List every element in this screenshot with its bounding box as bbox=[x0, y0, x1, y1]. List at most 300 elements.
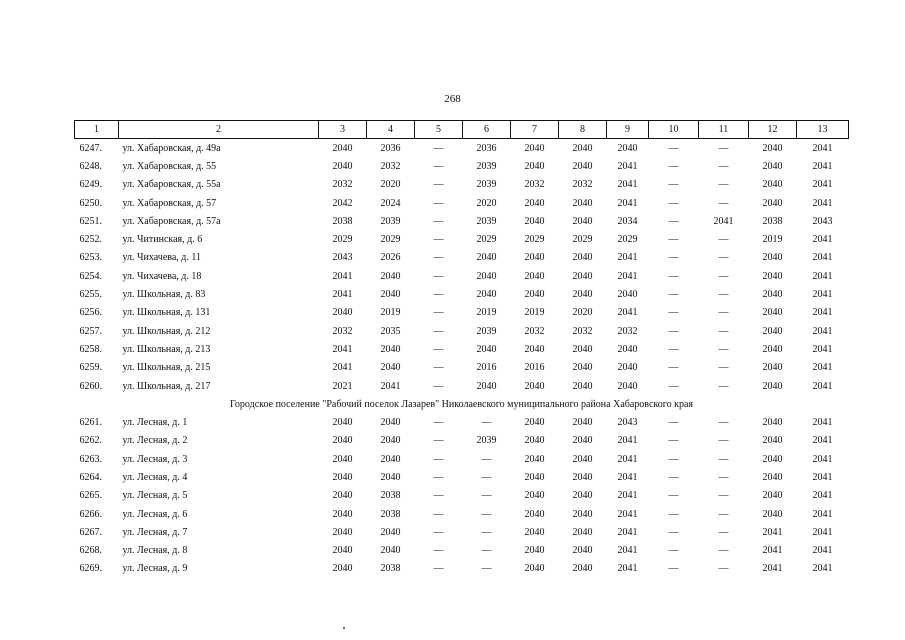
year-cell: 2040 bbox=[572, 471, 593, 483]
year-cell: 2039 bbox=[380, 215, 401, 227]
year-cell: 2021 bbox=[332, 380, 353, 392]
row-number-cell: 6255. bbox=[79, 289, 102, 301]
year-cell: 2039 bbox=[476, 325, 497, 337]
year-cell: 2039 bbox=[476, 160, 497, 172]
year-cell: 2040 bbox=[762, 179, 783, 191]
year-cell: 2040 bbox=[762, 252, 783, 264]
column-header: 3 bbox=[319, 121, 367, 139]
year-cell: 2040 bbox=[762, 471, 783, 483]
table-body-bottom bbox=[75, 413, 849, 578]
row-number-cell: 6258. bbox=[79, 343, 102, 355]
column-header: 11 bbox=[699, 121, 749, 139]
year-cell: 2040 bbox=[572, 362, 593, 374]
address-cell: ул. Школьная, д. 212 bbox=[122, 325, 211, 337]
year-cell: — bbox=[718, 380, 729, 392]
year-cell: 2036 bbox=[380, 142, 401, 154]
year-cell: 2038 bbox=[380, 563, 401, 575]
year-cell: 2040 bbox=[380, 435, 401, 447]
year-cell: 2040 bbox=[524, 197, 545, 209]
year-cell: 2032 bbox=[617, 325, 638, 337]
table-row bbox=[75, 304, 849, 322]
year-cell: — bbox=[668, 563, 679, 575]
column-header: 2 bbox=[119, 121, 319, 139]
year-cell: 2016 bbox=[524, 362, 545, 374]
year-cell: — bbox=[481, 508, 492, 520]
column-header: 12 bbox=[749, 121, 797, 139]
year-cell: — bbox=[668, 526, 679, 538]
year-cell: 2038 bbox=[332, 215, 353, 227]
address-cell: ул. Лесная, д. 3 bbox=[122, 453, 188, 465]
year-cell: 2040 bbox=[572, 508, 593, 520]
table-row bbox=[75, 450, 849, 468]
address-cell: ул. Хабаровская, д. 57 bbox=[122, 197, 217, 209]
year-cell: 2040 bbox=[524, 380, 545, 392]
row-number-cell: 6269. bbox=[79, 563, 102, 575]
row-number-cell: 6265. bbox=[79, 490, 102, 502]
row-number-cell: 6261. bbox=[79, 417, 102, 429]
year-cell: 2040 bbox=[380, 343, 401, 355]
year-cell: 2040 bbox=[617, 142, 638, 154]
year-cell: — bbox=[433, 270, 444, 282]
address-cell: ул. Хабаровская, д. 55а bbox=[122, 179, 221, 191]
row-number-cell: 6247. bbox=[79, 142, 102, 154]
year-cell: 2041 bbox=[812, 380, 833, 392]
year-cell: 2041 bbox=[332, 270, 353, 282]
column-header: 4 bbox=[367, 121, 415, 139]
year-cell: — bbox=[718, 435, 729, 447]
table-row bbox=[75, 285, 849, 303]
year-cell: 2040 bbox=[617, 362, 638, 374]
year-cell: 2040 bbox=[572, 545, 593, 557]
year-cell: 2041 bbox=[332, 362, 353, 374]
year-cell: — bbox=[433, 490, 444, 502]
year-cell: 2039 bbox=[476, 215, 497, 227]
year-cell: 2040 bbox=[476, 343, 497, 355]
table-row bbox=[75, 267, 849, 285]
year-cell: 2038 bbox=[380, 490, 401, 502]
section-body bbox=[75, 395, 849, 413]
year-cell: 2040 bbox=[762, 160, 783, 172]
year-cell: 2041 bbox=[812, 270, 833, 282]
year-cell: 2041 bbox=[713, 215, 734, 227]
year-cell: — bbox=[668, 545, 679, 557]
year-cell: — bbox=[668, 215, 679, 227]
year-cell: — bbox=[433, 435, 444, 447]
year-cell: 2041 bbox=[617, 160, 638, 172]
address-cell: ул. Читинская, д. 6 bbox=[122, 234, 203, 246]
year-cell: 2040 bbox=[332, 545, 353, 557]
year-cell: — bbox=[668, 197, 679, 209]
year-cell: 2040 bbox=[617, 380, 638, 392]
year-cell: 2019 bbox=[476, 307, 497, 319]
year-cell: 2040 bbox=[762, 362, 783, 374]
address-cell: ул. Школьная, д. 213 bbox=[122, 343, 211, 355]
address-cell: ул. Школьная, д. 217 bbox=[122, 380, 211, 392]
year-cell: 2041 bbox=[617, 270, 638, 282]
year-cell: — bbox=[668, 471, 679, 483]
year-cell: — bbox=[433, 179, 444, 191]
table-row bbox=[75, 230, 849, 248]
year-cell: 2041 bbox=[617, 563, 638, 575]
year-cell: 2040 bbox=[476, 252, 497, 264]
row-number-cell: 6256. bbox=[79, 307, 102, 319]
year-cell: 2038 bbox=[380, 508, 401, 520]
year-cell: 2040 bbox=[572, 142, 593, 154]
year-cell: 2040 bbox=[572, 526, 593, 538]
year-cell: 2041 bbox=[617, 252, 638, 264]
year-cell: 2040 bbox=[762, 490, 783, 502]
column-header: 5 bbox=[415, 121, 463, 139]
table-row bbox=[75, 176, 849, 194]
year-cell: 2041 bbox=[762, 545, 783, 557]
year-cell: 2020 bbox=[572, 307, 593, 319]
address-cell: ул. Хабаровская, д. 49а bbox=[122, 142, 221, 154]
year-cell: 2040 bbox=[380, 526, 401, 538]
column-header: 10 bbox=[649, 121, 699, 139]
year-cell: 2041 bbox=[617, 197, 638, 209]
year-cell: 2040 bbox=[380, 362, 401, 374]
year-cell: 2041 bbox=[380, 380, 401, 392]
year-cell: — bbox=[718, 563, 729, 575]
year-cell: 2040 bbox=[572, 270, 593, 282]
year-cell: 2040 bbox=[476, 270, 497, 282]
year-cell: 2039 bbox=[476, 179, 497, 191]
table-row bbox=[75, 359, 849, 377]
year-cell: 2041 bbox=[812, 197, 833, 209]
year-cell: 2040 bbox=[524, 252, 545, 264]
year-cell: — bbox=[481, 490, 492, 502]
year-cell: 2040 bbox=[332, 526, 353, 538]
year-cell: 2040 bbox=[524, 289, 545, 301]
address-cell: ул. Школьная, д. 131 bbox=[122, 307, 211, 319]
year-cell: 2040 bbox=[572, 252, 593, 264]
year-cell: 2040 bbox=[572, 289, 593, 301]
year-cell: — bbox=[668, 179, 679, 191]
year-cell: — bbox=[433, 197, 444, 209]
year-cell: 2040 bbox=[762, 197, 783, 209]
year-cell: 2040 bbox=[524, 142, 545, 154]
year-cell: — bbox=[433, 142, 444, 154]
year-cell: — bbox=[433, 252, 444, 264]
year-cell: 2040 bbox=[617, 343, 638, 355]
year-cell: 2041 bbox=[812, 307, 833, 319]
year-cell: 2040 bbox=[476, 380, 497, 392]
scan-mark bbox=[343, 627, 345, 629]
row-number-cell: 6266. bbox=[79, 508, 102, 520]
year-cell: — bbox=[668, 508, 679, 520]
year-cell: 2041 bbox=[812, 142, 833, 154]
year-cell: 2032 bbox=[572, 325, 593, 337]
row-number-cell: 6257. bbox=[79, 325, 102, 337]
year-cell: 2040 bbox=[524, 435, 545, 447]
year-cell: 2040 bbox=[524, 215, 545, 227]
address-cell: ул. Лесная, д. 7 bbox=[122, 526, 188, 538]
year-cell: 2043 bbox=[617, 417, 638, 429]
year-cell: 2041 bbox=[812, 453, 833, 465]
row-number-cell: 6264. bbox=[79, 471, 102, 483]
year-cell: — bbox=[718, 325, 729, 337]
year-cell: 2041 bbox=[332, 289, 353, 301]
year-cell: — bbox=[718, 417, 729, 429]
year-cell: 2032 bbox=[380, 160, 401, 172]
year-cell: 2040 bbox=[332, 307, 353, 319]
table-body-top bbox=[75, 139, 849, 396]
year-cell: 2032 bbox=[524, 325, 545, 337]
year-cell: 2041 bbox=[812, 343, 833, 355]
year-cell: 2039 bbox=[476, 435, 497, 447]
year-cell: 2041 bbox=[812, 490, 833, 502]
address-cell: ул. Чихачева, д. 11 bbox=[122, 252, 202, 264]
year-cell: — bbox=[668, 453, 679, 465]
year-cell: 2040 bbox=[524, 490, 545, 502]
year-cell: 2040 bbox=[762, 508, 783, 520]
year-cell: — bbox=[433, 289, 444, 301]
year-cell: — bbox=[433, 343, 444, 355]
year-cell: 2040 bbox=[332, 453, 353, 465]
year-cell: — bbox=[718, 545, 729, 557]
year-cell: 2019 bbox=[762, 234, 783, 246]
year-cell: 2041 bbox=[617, 526, 638, 538]
year-cell: 2041 bbox=[812, 160, 833, 172]
address-cell: ул. Школьная, д. 83 bbox=[122, 289, 206, 301]
year-cell: 2041 bbox=[812, 362, 833, 374]
year-cell: — bbox=[668, 362, 679, 374]
year-cell: — bbox=[718, 142, 729, 154]
year-cell: — bbox=[718, 362, 729, 374]
year-cell: — bbox=[718, 508, 729, 520]
year-cell: 2040 bbox=[476, 289, 497, 301]
year-cell: — bbox=[668, 490, 679, 502]
year-cell: 2041 bbox=[332, 343, 353, 355]
row-number-cell: 6252. bbox=[79, 234, 102, 246]
table-row bbox=[75, 322, 849, 340]
year-cell: 2040 bbox=[524, 526, 545, 538]
year-cell: 2032 bbox=[332, 325, 353, 337]
year-cell: — bbox=[481, 545, 492, 557]
year-cell: 2040 bbox=[524, 417, 545, 429]
year-cell: 2041 bbox=[617, 545, 638, 557]
year-cell: — bbox=[668, 160, 679, 172]
year-cell: — bbox=[433, 234, 444, 246]
year-cell: 2040 bbox=[572, 490, 593, 502]
year-cell: 2040 bbox=[762, 289, 783, 301]
year-cell: — bbox=[668, 289, 679, 301]
year-cell: — bbox=[668, 325, 679, 337]
year-cell: — bbox=[433, 563, 444, 575]
address-cell: ул. Хабаровская, д. 55 bbox=[122, 160, 217, 172]
year-cell: 2029 bbox=[380, 234, 401, 246]
year-cell: 2029 bbox=[524, 234, 545, 246]
year-cell: 2040 bbox=[380, 545, 401, 557]
year-cell: 2040 bbox=[524, 270, 545, 282]
table-row bbox=[75, 212, 849, 230]
section-row bbox=[75, 395, 849, 413]
row-number-cell: 6248. bbox=[79, 160, 102, 172]
row-number-cell: 6250. bbox=[79, 197, 102, 209]
address-cell: ул. Чихачева, д. 18 bbox=[122, 270, 202, 282]
address-cell: ул. Лесная, д. 2 bbox=[122, 435, 188, 447]
year-cell: 2019 bbox=[380, 307, 401, 319]
row-number-cell: 6260. bbox=[79, 380, 102, 392]
year-cell: 2041 bbox=[812, 325, 833, 337]
year-cell: 2041 bbox=[812, 545, 833, 557]
year-cell: 2040 bbox=[524, 453, 545, 465]
year-cell: 2041 bbox=[812, 179, 833, 191]
table-row bbox=[75, 377, 849, 395]
year-cell: 2040 bbox=[332, 490, 353, 502]
table-row bbox=[75, 487, 849, 505]
address-cell: ул. Лесная, д. 8 bbox=[122, 545, 188, 557]
year-cell: — bbox=[433, 508, 444, 520]
year-cell: 2040 bbox=[332, 508, 353, 520]
year-cell: — bbox=[481, 471, 492, 483]
column-header: 8 bbox=[559, 121, 607, 139]
year-cell: 2040 bbox=[524, 508, 545, 520]
year-cell: — bbox=[433, 307, 444, 319]
year-cell: 2029 bbox=[617, 234, 638, 246]
year-cell: 2040 bbox=[572, 197, 593, 209]
year-cell: 2020 bbox=[476, 197, 497, 209]
row-number-cell: 6263. bbox=[79, 453, 102, 465]
year-cell: 2041 bbox=[812, 471, 833, 483]
page-number: 268 bbox=[444, 93, 461, 105]
year-cell: 2040 bbox=[762, 343, 783, 355]
year-cell: 2038 bbox=[762, 215, 783, 227]
year-cell: 2040 bbox=[332, 563, 353, 575]
year-cell: — bbox=[668, 252, 679, 264]
year-cell: 2041 bbox=[617, 471, 638, 483]
year-cell: 2034 bbox=[617, 215, 638, 227]
year-cell: 2040 bbox=[332, 417, 353, 429]
year-cell: 2041 bbox=[617, 435, 638, 447]
year-cell: — bbox=[481, 417, 492, 429]
year-cell: — bbox=[481, 563, 492, 575]
year-cell: 2029 bbox=[476, 234, 497, 246]
year-cell: — bbox=[433, 545, 444, 557]
year-cell: — bbox=[481, 526, 492, 538]
table-row bbox=[75, 560, 849, 578]
table-row bbox=[75, 505, 849, 523]
year-cell: 2040 bbox=[762, 417, 783, 429]
address-cell: ул. Лесная, д. 4 bbox=[122, 471, 188, 483]
row-number-cell: 6253. bbox=[79, 252, 102, 264]
year-cell: — bbox=[718, 453, 729, 465]
year-cell: — bbox=[433, 215, 444, 227]
year-cell: — bbox=[433, 526, 444, 538]
year-cell: 2041 bbox=[762, 526, 783, 538]
table-row bbox=[75, 432, 849, 450]
year-cell: — bbox=[668, 234, 679, 246]
year-cell: 2041 bbox=[812, 435, 833, 447]
table-row bbox=[75, 139, 849, 158]
year-cell: 2040 bbox=[617, 289, 638, 301]
year-cell: — bbox=[718, 179, 729, 191]
year-cell: — bbox=[668, 270, 679, 282]
year-cell: 2040 bbox=[380, 471, 401, 483]
year-cell: — bbox=[668, 435, 679, 447]
column-header: 1 bbox=[75, 121, 119, 139]
row-number-cell: 6254. bbox=[79, 270, 102, 282]
row-number-cell: 6268. bbox=[79, 545, 102, 557]
year-cell: 2036 bbox=[476, 142, 497, 154]
year-cell: — bbox=[668, 417, 679, 429]
year-cell: 2040 bbox=[572, 435, 593, 447]
year-cell: 2040 bbox=[572, 343, 593, 355]
year-cell: 2040 bbox=[524, 563, 545, 575]
year-cell: 2041 bbox=[812, 526, 833, 538]
year-cell: 2024 bbox=[380, 197, 401, 209]
year-cell: 2032 bbox=[572, 179, 593, 191]
year-cell: — bbox=[433, 160, 444, 172]
repair-schedule-table bbox=[74, 120, 849, 578]
year-cell: 2040 bbox=[524, 160, 545, 172]
year-cell: 2040 bbox=[762, 380, 783, 392]
year-cell: 2040 bbox=[524, 471, 545, 483]
year-cell: 2040 bbox=[380, 289, 401, 301]
address-cell: ул. Школьная, д. 215 bbox=[122, 362, 211, 374]
year-cell: — bbox=[668, 142, 679, 154]
year-cell: 2040 bbox=[762, 435, 783, 447]
year-cell: — bbox=[481, 453, 492, 465]
year-cell: 2032 bbox=[332, 179, 353, 191]
year-cell: 2041 bbox=[812, 252, 833, 264]
table-row bbox=[75, 157, 849, 175]
year-cell: 2040 bbox=[380, 270, 401, 282]
year-cell: 2043 bbox=[812, 215, 833, 227]
year-cell: 2041 bbox=[617, 307, 638, 319]
year-cell: 2040 bbox=[332, 435, 353, 447]
year-cell: — bbox=[668, 307, 679, 319]
year-cell: 2040 bbox=[572, 215, 593, 227]
year-cell: — bbox=[718, 197, 729, 209]
year-cell: — bbox=[718, 234, 729, 246]
year-cell: — bbox=[718, 160, 729, 172]
year-cell: — bbox=[668, 380, 679, 392]
year-cell: 2041 bbox=[617, 490, 638, 502]
year-cell: 2040 bbox=[332, 471, 353, 483]
address-cell: ул. Лесная, д. 6 bbox=[122, 508, 188, 520]
column-header: 13 bbox=[797, 121, 849, 139]
table-row bbox=[75, 413, 849, 431]
year-cell: 2020 bbox=[380, 179, 401, 191]
row-number-cell: 6267. bbox=[79, 526, 102, 538]
row-number-cell: 6251. bbox=[79, 215, 102, 227]
address-cell: ул. Лесная, д. 9 bbox=[122, 563, 188, 575]
address-cell: ул. Лесная, д. 1 bbox=[122, 417, 188, 429]
year-cell: — bbox=[433, 380, 444, 392]
table-row bbox=[75, 340, 849, 358]
year-cell: 2040 bbox=[380, 453, 401, 465]
year-cell: — bbox=[433, 325, 444, 337]
year-cell: 2040 bbox=[572, 380, 593, 392]
row-number-cell: 6259. bbox=[79, 362, 102, 374]
row-number-cell: 6249. bbox=[79, 179, 102, 191]
year-cell: 2040 bbox=[524, 343, 545, 355]
section-title: Городское поселение "Рабочий поселок Лазарев" Николаевского муниципального района Хабаровского края bbox=[230, 398, 693, 410]
year-cell: 2040 bbox=[762, 453, 783, 465]
year-cell: 2040 bbox=[572, 417, 593, 429]
column-header: 9 bbox=[607, 121, 649, 139]
year-cell: — bbox=[718, 307, 729, 319]
year-cell: 2040 bbox=[572, 160, 593, 172]
year-cell: 2016 bbox=[476, 362, 497, 374]
year-cell: — bbox=[718, 471, 729, 483]
year-cell: 2040 bbox=[332, 142, 353, 154]
table-row bbox=[75, 523, 849, 541]
year-cell: — bbox=[433, 453, 444, 465]
year-cell: 2040 bbox=[380, 417, 401, 429]
year-cell: 2042 bbox=[332, 197, 353, 209]
